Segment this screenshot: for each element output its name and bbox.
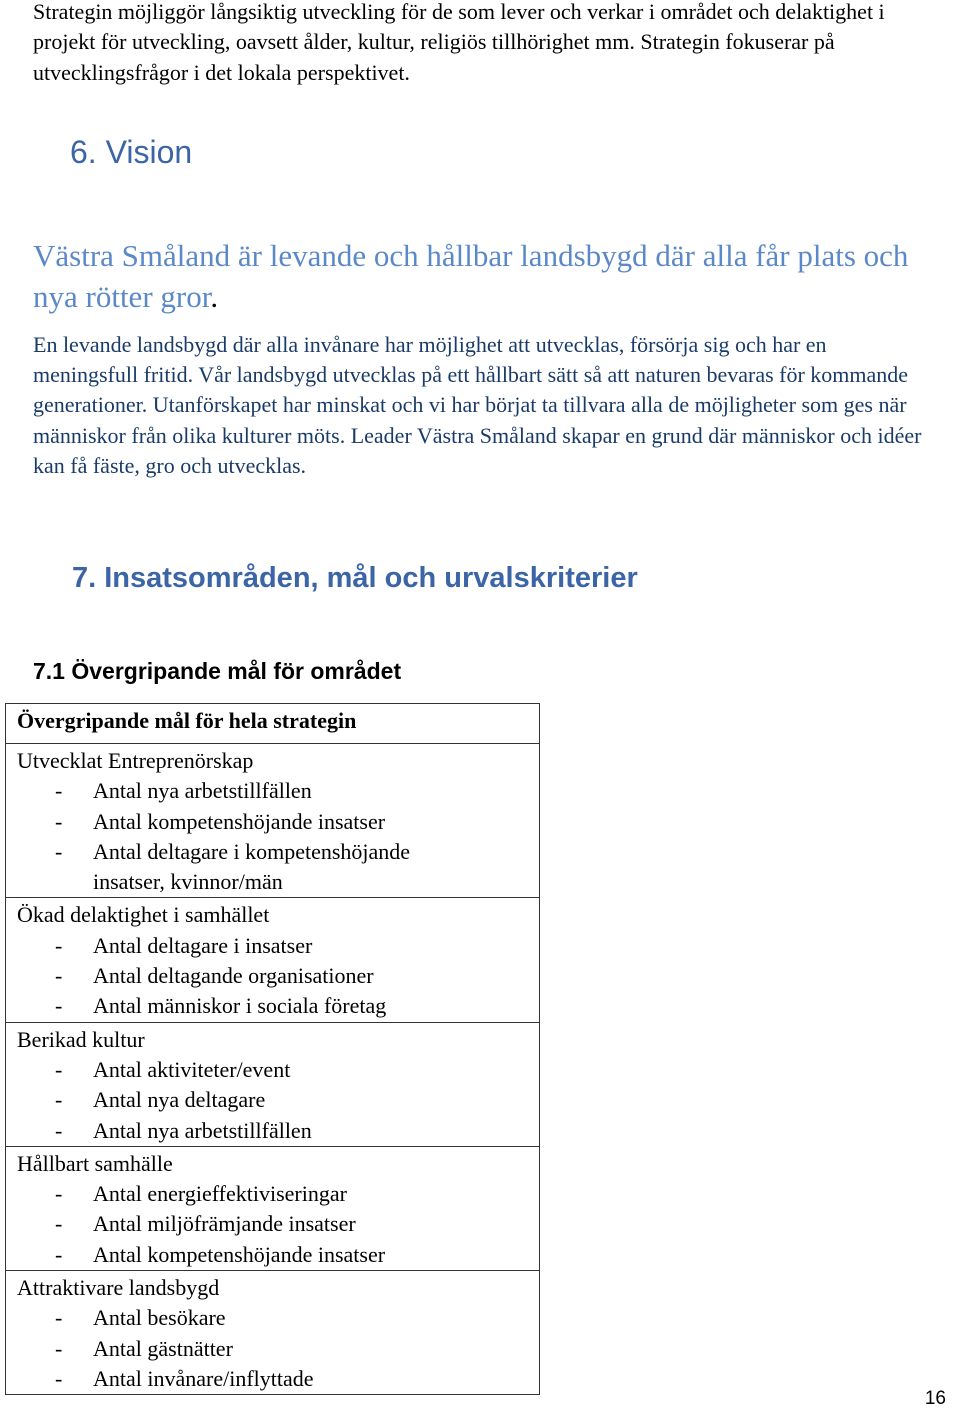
table-row: [6, 898, 540, 1022]
goals-table-header: Övergripande mål för hela strategin: [6, 704, 540, 744]
indicator-item: [17, 776, 539, 806]
dash-bullet: -: [55, 778, 63, 804]
indicator-text: Antal deltagande organisationer: [93, 963, 374, 989]
indicator-item: [17, 1240, 539, 1270]
goal-title: Hållbart samhälle: [17, 1150, 173, 1176]
intro-paragraph: Strategin möjliggör långsiktig utveckling för de som lever och verkar i området och delaktighet i projekt för utveckling, oavsett ålder, kultur, religiös tillhörighet mm. Strategin fokuserar på utvecklingsfrågor i det lokala perspektivet.: [33, 0, 885, 85]
indicator-text: Antal nya arbetstillfällen: [93, 1117, 312, 1143]
dash-bullet: -: [55, 1335, 63, 1361]
dash-bullet: -: [55, 1365, 63, 1391]
dash-bullet: -: [55, 1056, 63, 1082]
indicator-item: [17, 1303, 539, 1333]
indicator-item: [17, 1116, 539, 1146]
indicator-item: [17, 1179, 539, 1209]
goal-cell: [6, 898, 540, 1022]
indicator-item: [17, 931, 539, 961]
indicator-text: Antal miljöfrämjande insatser: [93, 1211, 356, 1237]
dash-bullet: -: [55, 1117, 63, 1143]
table-row: [6, 744, 540, 898]
table-row: [6, 1022, 540, 1146]
indicator-text: Antal gästnätter: [93, 1335, 233, 1361]
section-7-heading: 7. Insatsområden, mål och urvalskriterier: [72, 562, 638, 594]
goal-title: Berikad kultur: [17, 1026, 145, 1052]
table-row: [6, 1271, 540, 1395]
goal-cell: [6, 744, 540, 898]
indicator-text: Antal invånare/inflyttade: [93, 1365, 314, 1391]
page-number: 16: [924, 1388, 946, 1409]
vision-statement-text: Västra Småland är levande och hållbar landsbygd där alla får plats och nya rötter gror: [33, 238, 909, 314]
dash-bullet: -: [55, 963, 63, 989]
table-row: [6, 1146, 540, 1270]
dash-bullet: -: [55, 1181, 63, 1207]
indicator-item: [17, 991, 539, 1021]
goals-table: [5, 703, 540, 1395]
indicator-text: Antal nya deltagare: [93, 1087, 266, 1113]
indicator-text: Antal deltagare i insatser: [93, 932, 313, 958]
dash-bullet: -: [55, 993, 63, 1019]
goal-cell: [6, 1146, 540, 1270]
goal-cell: [6, 1271, 540, 1395]
dash-bullet: -: [55, 1305, 63, 1331]
vision-description: En levande landsbygd där alla invånare har möjlighet att utvecklas, försörja sig och har en meningsfull fritid. Vår landsbygd utvecklas på ett hållbart sätt så att naturen bevaras för kommande generationer. Utanförskapet har minskat och vi har börjat ta tillvara alla de möjligheter som ges när människor från olika kulturer möts. Leader Västra Småland skapar en grund där människor och idéer kan få fäste, gro och utvecklas.: [33, 332, 922, 478]
goal-title: Ökad delaktighet i samhället: [17, 902, 270, 928]
dash-bullet: -: [55, 1241, 63, 1267]
goal-cell: [6, 1022, 540, 1146]
indicator-item: [17, 807, 539, 837]
indicator-text: Antal energieffektiviseringar: [93, 1181, 347, 1207]
section-7-1-heading: 7.1 Övergripande mål för området: [33, 658, 402, 684]
indicator-item: [17, 1085, 539, 1115]
vision-statement: [33, 235, 933, 317]
indicator-text: Antal aktiviteter/event: [93, 1056, 291, 1082]
dash-bullet: -: [55, 808, 63, 834]
indicator-text: Antal deltagare i kompetenshöjande insatser, kvinnor/män: [93, 838, 411, 895]
dash-bullet: -: [55, 838, 63, 864]
dash-bullet: -: [55, 932, 63, 958]
vision-statement-period: .: [210, 279, 219, 314]
indicator-item: [17, 1055, 539, 1085]
indicator-item: [17, 837, 539, 898]
indicator-item: [17, 961, 539, 991]
indicator-text: Antal kompetenshöjande insatser: [93, 808, 386, 834]
goal-title: Utvecklat Entreprenörskap: [17, 748, 254, 773]
indicator-text: Antal kompetenshöjande insatser: [93, 1241, 386, 1267]
indicator-item: [17, 1334, 539, 1364]
vision-heading: 6. Vision: [70, 134, 193, 170]
dash-bullet: -: [55, 1087, 63, 1113]
indicator-text: Antal människor i sociala företag: [93, 993, 387, 1019]
goal-title: Attraktivare landsbygd: [17, 1275, 220, 1301]
indicator-text: Antal besökare: [93, 1305, 226, 1331]
indicator-item: [17, 1209, 539, 1239]
indicator-item: [17, 1364, 539, 1394]
dash-bullet: -: [55, 1211, 63, 1237]
indicator-text: Antal nya arbetstillfällen: [93, 778, 312, 804]
